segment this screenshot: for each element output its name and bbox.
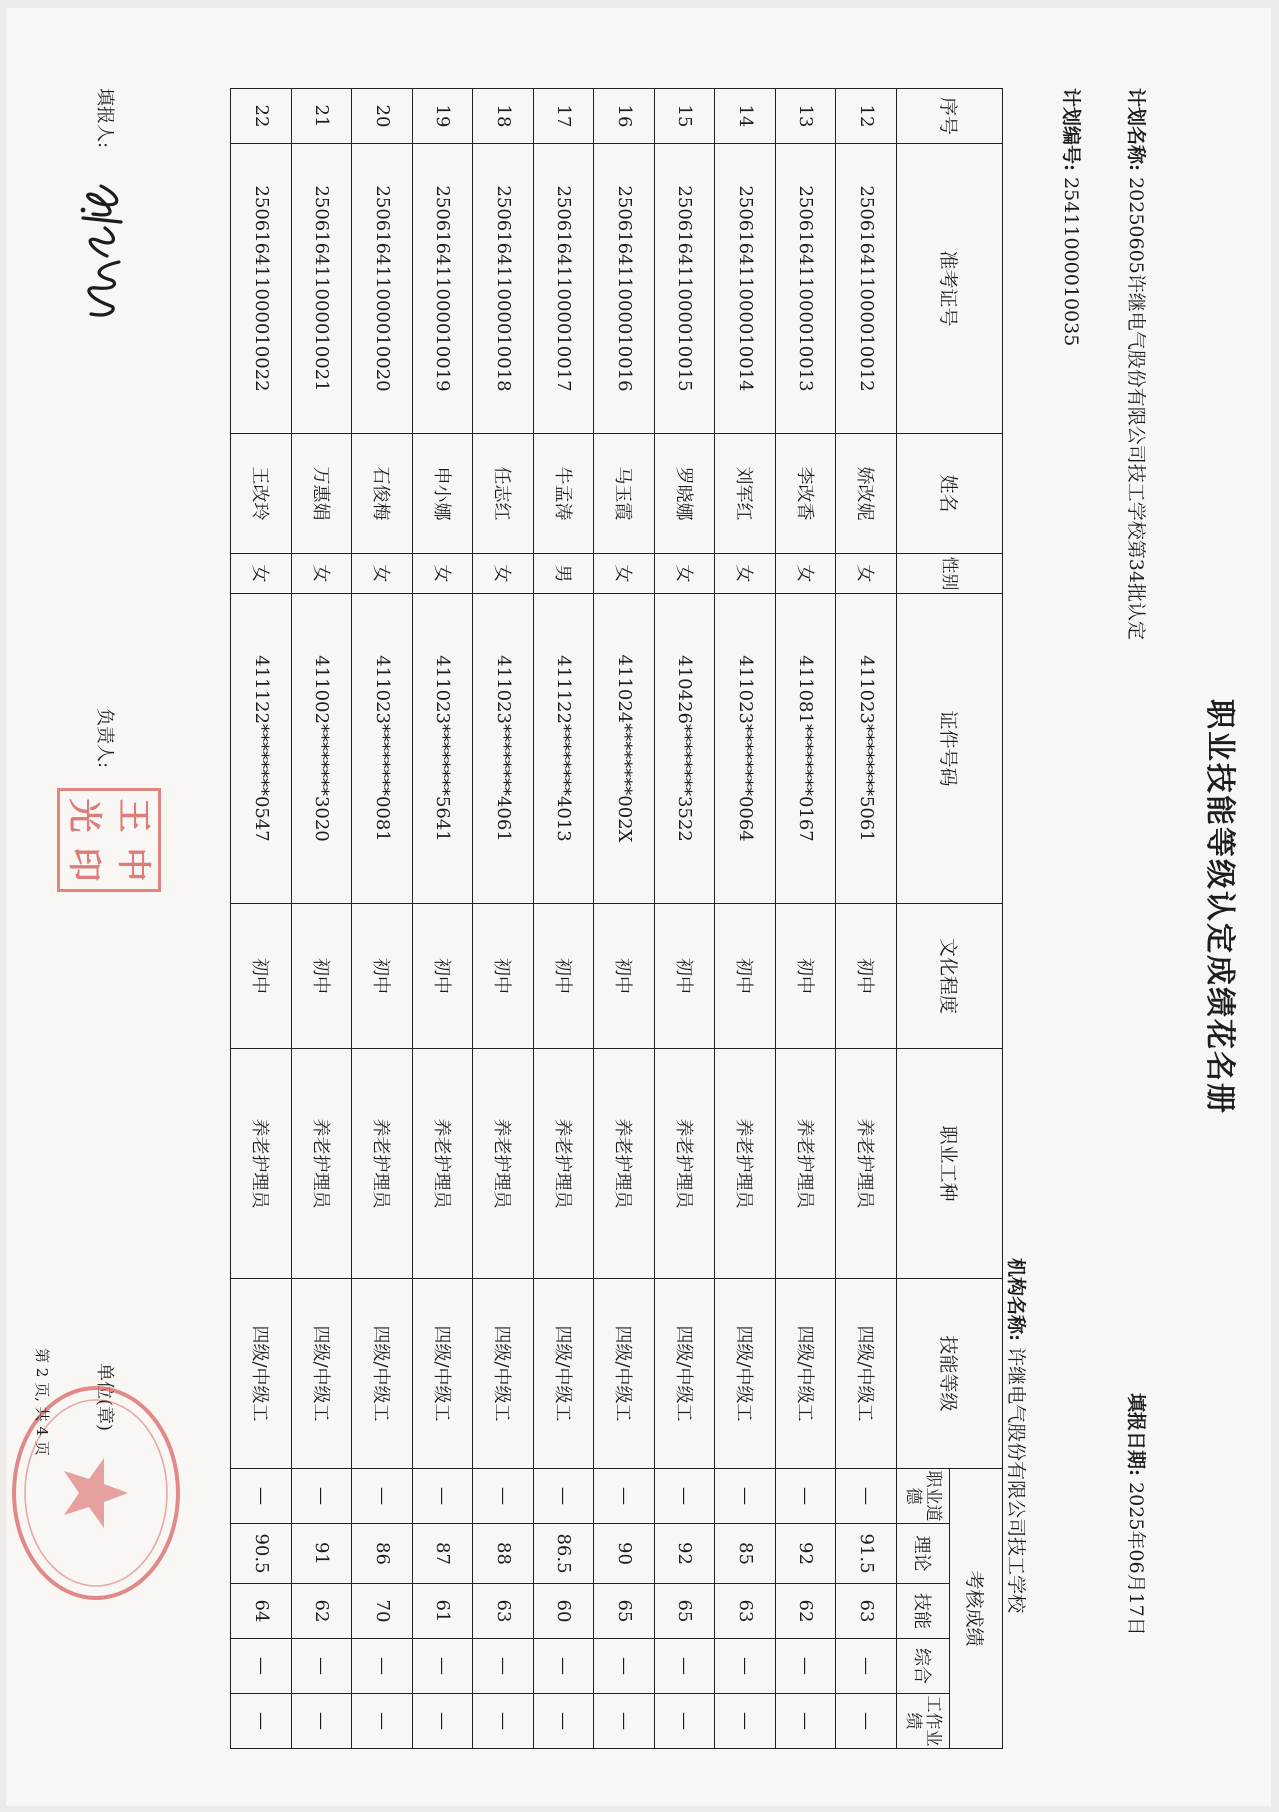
cell-education: 初中 xyxy=(352,904,413,1049)
cell-exam-no: 250616411000010021 xyxy=(292,144,353,434)
cell-comprehensive: — xyxy=(534,1639,595,1694)
cell-gender: 女 xyxy=(836,554,897,594)
cell-id-no: 411081********0167 xyxy=(776,594,837,904)
cell-skill: 60 xyxy=(534,1584,595,1639)
table-row xyxy=(594,89,655,1749)
cell-skill: 65 xyxy=(655,1584,716,1639)
cell-ethics: — xyxy=(352,1469,413,1524)
cell-skill-level: 四级/中级工 xyxy=(231,1279,292,1469)
cell-skill: 63 xyxy=(715,1584,776,1639)
cell-comprehensive: — xyxy=(836,1639,897,1694)
cell-id-no: 411122********0547 xyxy=(231,594,292,904)
fill-date-value: 2025年06月17日 xyxy=(1125,1482,1147,1636)
cell-name: 刘军红 xyxy=(715,434,776,554)
cell-name: 李改香 xyxy=(776,434,837,554)
cell-id-no: 411024********002X xyxy=(594,594,655,904)
table-row xyxy=(836,89,897,1749)
cell-skill: 65 xyxy=(594,1584,655,1639)
cell-gender: 女 xyxy=(292,554,353,594)
cell-ethics: — xyxy=(292,1469,353,1524)
table-row xyxy=(473,89,534,1749)
filler-label: 填报人: xyxy=(94,88,115,149)
cell-comprehensive: — xyxy=(413,1639,474,1694)
plan-number-value: 25411000010035 xyxy=(1060,177,1082,347)
cell-education: 初中 xyxy=(776,904,837,1049)
cell-comprehensive: — xyxy=(715,1639,776,1694)
cell-comprehensive: — xyxy=(594,1639,655,1694)
cell-ethics: — xyxy=(776,1469,837,1524)
roster-body xyxy=(231,89,897,1749)
cell-name: 罗晓娜 xyxy=(655,434,716,554)
cell-seq: 12 xyxy=(836,89,897,144)
cell-occupation: 养老护理员 xyxy=(534,1049,595,1279)
plan-name xyxy=(1124,88,1151,640)
plan-name-value: 20250605许继电气股份有限公司技工学校第34批认定 xyxy=(1125,177,1147,640)
cell-work-performance: — xyxy=(655,1694,716,1749)
cell-theory: 92 xyxy=(776,1524,837,1584)
cell-seq: 22 xyxy=(231,89,292,144)
table-row xyxy=(231,89,292,1749)
cell-seq: 13 xyxy=(776,89,837,144)
table-row xyxy=(292,89,353,1749)
responsible-label: 负责人: xyxy=(94,708,115,769)
cell-comprehensive: — xyxy=(231,1639,292,1694)
cell-work-performance: — xyxy=(534,1694,595,1749)
cell-skill: 63 xyxy=(473,1584,534,1639)
cell-exam-no: 250616411000010016 xyxy=(594,144,655,434)
cell-gender: 女 xyxy=(231,554,292,594)
cell-ethics: — xyxy=(836,1469,897,1524)
cell-name: 王改玲 xyxy=(231,434,292,554)
header-name: 姓名 xyxy=(897,434,1003,554)
cell-exam-no: 250616411000010013 xyxy=(776,144,837,434)
cell-theory: 91 xyxy=(292,1524,353,1584)
cell-name: 任志红 xyxy=(473,434,534,554)
cell-gender: 女 xyxy=(715,554,776,594)
rotated-sheet xyxy=(6,8,1271,1806)
cell-seq: 21 xyxy=(292,89,353,144)
cell-theory: 87 xyxy=(413,1524,474,1584)
cell-name: 石俊梅 xyxy=(352,434,413,554)
cell-occupation: 养老护理员 xyxy=(231,1049,292,1279)
org-name xyxy=(1004,1258,1031,1613)
page-info: 第 2 页, 共 4 页 xyxy=(33,1348,51,1456)
cell-exam-no: 250616411000010020 xyxy=(352,144,413,434)
cell-occupation: 养老护理员 xyxy=(776,1049,837,1279)
cell-occupation: 养老护理员 xyxy=(594,1049,655,1279)
header-seq: 序号 xyxy=(897,89,1003,144)
cell-exam-no: 250616411000010015 xyxy=(655,144,716,434)
cell-skill-level: 四级/中级工 xyxy=(413,1279,474,1469)
cell-occupation: 养老护理员 xyxy=(655,1049,716,1279)
header-skill-level: 技能等级 xyxy=(897,1279,1003,1469)
personal-seal: 王 中 光 印 xyxy=(57,788,161,892)
cell-gender: 女 xyxy=(594,554,655,594)
cell-exam-no: 250616411000010022 xyxy=(231,144,292,434)
cell-ethics: — xyxy=(473,1469,534,1524)
cell-gender: 男 xyxy=(534,554,595,594)
cell-comprehensive: — xyxy=(655,1639,716,1694)
cell-work-performance: — xyxy=(836,1694,897,1749)
table-row xyxy=(413,89,474,1749)
plan-number-label: 计划编号: xyxy=(1060,88,1082,172)
header-education: 文化程度 xyxy=(897,904,1003,1049)
cell-seq: 20 xyxy=(352,89,413,144)
cell-education: 初中 xyxy=(413,904,474,1049)
score-roster-table xyxy=(231,88,1004,1749)
cell-gender: 女 xyxy=(776,554,837,594)
cell-skill: 62 xyxy=(292,1584,353,1639)
cell-id-no: 411002********3020 xyxy=(292,594,353,904)
cell-id-no: 411023********0064 xyxy=(715,594,776,904)
cell-theory: 91.5 xyxy=(836,1524,897,1584)
cell-gender: 女 xyxy=(352,554,413,594)
cell-education: 初中 xyxy=(231,904,292,1049)
cell-gender: 女 xyxy=(655,554,716,594)
cell-theory: 85 xyxy=(715,1524,776,1584)
header-gender: 性别 xyxy=(897,554,1003,594)
header-occupation: 职业工种 xyxy=(897,1049,1003,1279)
plan-number xyxy=(1059,88,1086,346)
cell-seq: 17 xyxy=(534,89,595,144)
fill-date-label: 填报日期: xyxy=(1125,1393,1147,1477)
cell-skill-level: 四级/中级工 xyxy=(776,1279,837,1469)
cell-name: 娇改妮 xyxy=(836,434,897,554)
cell-exam-no: 250616411000010012 xyxy=(836,144,897,434)
cell-skill: 64 xyxy=(231,1584,292,1639)
cell-skill-level: 四级/中级工 xyxy=(473,1279,534,1469)
cell-work-performance: — xyxy=(473,1694,534,1749)
cell-occupation: 养老护理员 xyxy=(352,1049,413,1279)
plan-name-label: 计划名称: xyxy=(1125,88,1147,172)
fill-date xyxy=(1124,1393,1151,1636)
filler-signature xyxy=(71,178,141,328)
cell-work-performance: — xyxy=(594,1694,655,1749)
table-row xyxy=(715,89,776,1749)
unit-seal-label: 单位(章) xyxy=(94,1363,115,1432)
cell-name: 牛孟涛 xyxy=(534,434,595,554)
cell-seq: 19 xyxy=(413,89,474,144)
cell-work-performance: — xyxy=(292,1694,353,1749)
cell-gender: 女 xyxy=(473,554,534,594)
cell-ethics: — xyxy=(413,1469,474,1524)
cell-work-performance: — xyxy=(413,1694,474,1749)
cell-theory: 86.5 xyxy=(534,1524,595,1584)
cell-seq: 14 xyxy=(715,89,776,144)
header-ethics: 职业道德 xyxy=(897,1469,950,1524)
cell-skill-level: 四级/中级工 xyxy=(594,1279,655,1469)
cell-theory: 86 xyxy=(352,1524,413,1584)
cell-id-no: 411023********0081 xyxy=(352,594,413,904)
cell-seq: 18 xyxy=(473,89,534,144)
table-row xyxy=(655,89,716,1749)
cell-ethics: — xyxy=(655,1469,716,1524)
cell-skill: 63 xyxy=(836,1584,897,1639)
cell-skill-level: 四级/中级工 xyxy=(534,1279,595,1469)
cell-education: 初中 xyxy=(715,904,776,1049)
cell-name: 申小娜 xyxy=(413,434,474,554)
cell-skill-level: 四级/中级工 xyxy=(352,1279,413,1469)
cell-theory: 88 xyxy=(473,1524,534,1584)
cell-seq: 15 xyxy=(655,89,716,144)
header-comprehensive: 综合 xyxy=(897,1639,950,1694)
cell-occupation: 养老护理员 xyxy=(292,1049,353,1279)
cell-education: 初中 xyxy=(655,904,716,1049)
org-name-value: 许继电气股份有限公司技工学校 xyxy=(1005,1347,1027,1614)
scanned-page xyxy=(6,8,1271,1806)
header-exam-no: 准考证号 xyxy=(897,144,1003,434)
cell-gender: 女 xyxy=(413,554,474,594)
cell-occupation: 养老护理员 xyxy=(473,1049,534,1279)
cell-skill-level: 四级/中级工 xyxy=(836,1279,897,1469)
table-row xyxy=(534,89,595,1749)
cell-education: 初中 xyxy=(292,904,353,1049)
cell-comprehensive: — xyxy=(776,1639,837,1694)
cell-work-performance: — xyxy=(352,1694,413,1749)
cell-comprehensive: — xyxy=(352,1639,413,1694)
cell-education: 初中 xyxy=(473,904,534,1049)
table-row xyxy=(776,89,837,1749)
cell-ethics: — xyxy=(231,1469,292,1524)
cell-skill: 62 xyxy=(776,1584,837,1639)
table-row xyxy=(352,89,413,1749)
cell-seq: 16 xyxy=(594,89,655,144)
cell-skill: 61 xyxy=(413,1584,474,1639)
cell-work-performance: — xyxy=(231,1694,292,1749)
cell-id-no: 411122********4013 xyxy=(534,594,595,904)
cell-id-no: 411023********4061 xyxy=(473,594,534,904)
cell-occupation: 养老护理员 xyxy=(715,1049,776,1279)
cell-exam-no: 250616411000010014 xyxy=(715,144,776,434)
cell-exam-no: 250616411000010019 xyxy=(413,144,474,434)
cell-occupation: 养老护理员 xyxy=(836,1049,897,1279)
cell-theory: 90 xyxy=(594,1524,655,1584)
cell-comprehensive: — xyxy=(473,1639,534,1694)
cell-ethics: — xyxy=(594,1469,655,1524)
cell-id-no: 411023********5641 xyxy=(413,594,474,904)
org-name-label: 机构名称: xyxy=(1005,1258,1027,1342)
cell-ethics: — xyxy=(715,1469,776,1524)
cell-skill-level: 四级/中级工 xyxy=(292,1279,353,1469)
cell-id-no: 411023********5061 xyxy=(836,594,897,904)
header-scores-group: 考核成绩 xyxy=(950,1469,1003,1749)
cell-theory: 90.5 xyxy=(231,1524,292,1584)
header-id-no: 证件号码 xyxy=(897,594,1003,904)
cell-exam-no: 250616411000010017 xyxy=(534,144,595,434)
header-skill: 技能 xyxy=(897,1584,950,1639)
cell-exam-no: 250616411000010018 xyxy=(473,144,534,434)
cell-education: 初中 xyxy=(836,904,897,1049)
cell-skill-level: 四级/中级工 xyxy=(655,1279,716,1469)
header-work-performance: 工作业绩 xyxy=(897,1694,950,1749)
cell-name: 马玉霞 xyxy=(594,434,655,554)
cell-comprehensive: — xyxy=(292,1639,353,1694)
cell-education: 初中 xyxy=(594,904,655,1049)
cell-occupation: 养老护理员 xyxy=(413,1049,474,1279)
header-theory: 理论 xyxy=(897,1524,950,1584)
cell-theory: 92 xyxy=(655,1524,716,1584)
cell-skill-level: 四级/中级工 xyxy=(715,1279,776,1469)
cell-id-no: 410426********3522 xyxy=(655,594,716,904)
cell-ethics: — xyxy=(534,1469,595,1524)
cell-education: 初中 xyxy=(534,904,595,1049)
cell-name: 万惠娟 xyxy=(292,434,353,554)
cell-skill: 70 xyxy=(352,1584,413,1639)
document-title: 职业技能等级认定成绩花名册 xyxy=(1202,699,1237,1115)
cell-work-performance: — xyxy=(715,1694,776,1749)
cell-work-performance: — xyxy=(776,1694,837,1749)
